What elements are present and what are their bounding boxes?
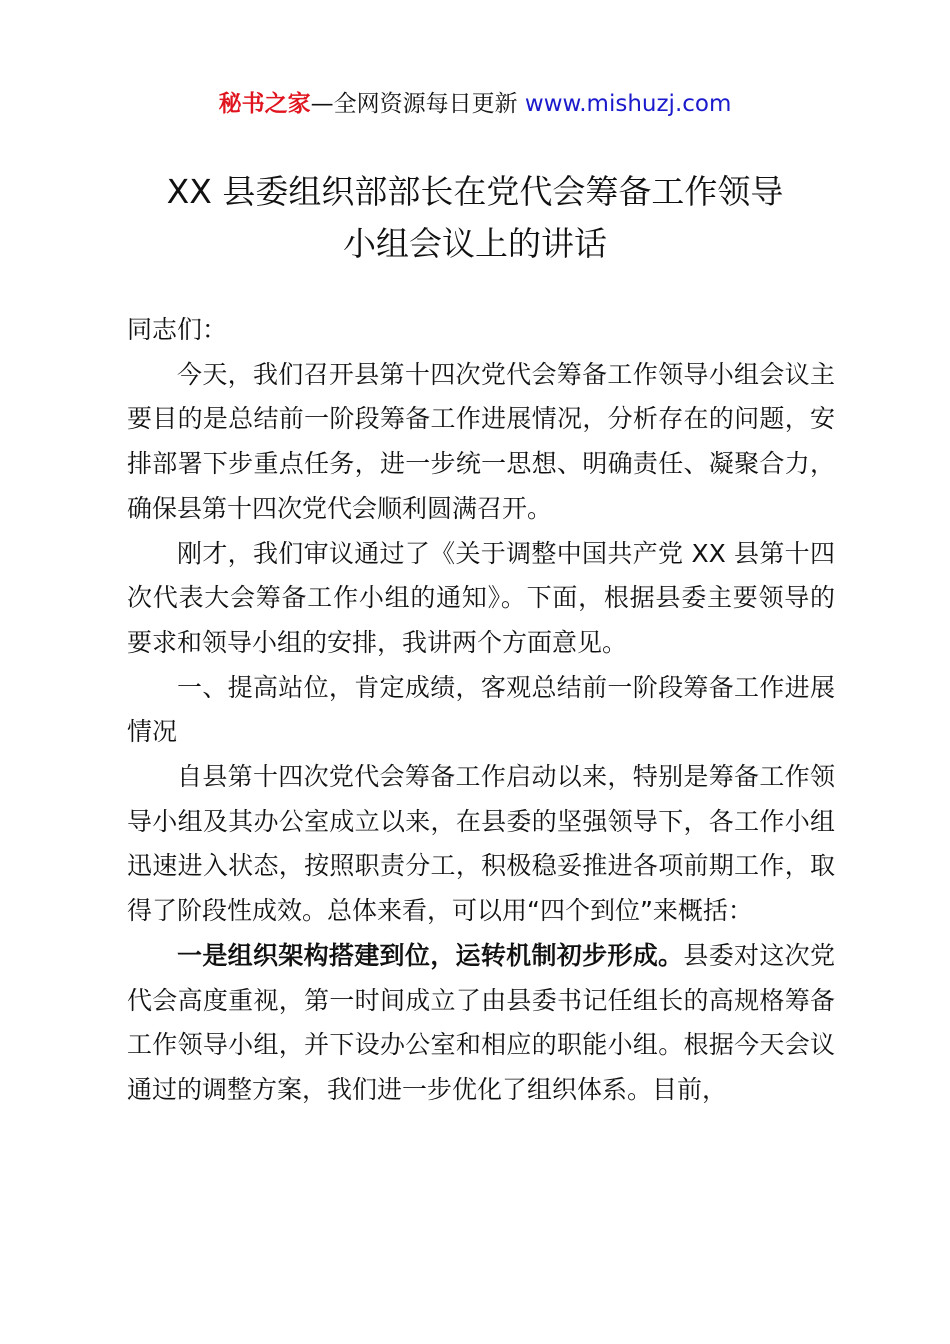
- site-banner: [0, 88, 950, 120]
- title-line-2: 小组会议上的讲话: [343, 224, 607, 263]
- point-1-lead: 一是组织架构搭建到位，运转机制初步形成。: [177, 940, 684, 970]
- salutation: 同志们：: [127, 315, 228, 344]
- site-url-link[interactable]: www.mishuzj.com: [524, 91, 732, 117]
- title-line-1: XX 县委组织部部长在党代会筹备工作领导: [166, 172, 784, 211]
- paragraph-progress: 自县第十四次党代会筹备工作启动以来，特别是筹备工作领导小组及其办公室成立以来，在县委的坚强领导下，各工作小组迅速进入状态，按照职责分工，积极稳妥推进各项前期工作，取得了阶段性成效。总体来看，可以用“四个到位”来概括：: [127, 762, 835, 926]
- paragraph-point-1: [127, 934, 835, 1113]
- paragraph-review: 刚才，我们审议通过了《关于调整中国共产党 XX 县第十四次代表大会筹备工作小组的通知》。下面，根据县委主要领导的要求和领导小组的安排，我讲两个方面意见。: [127, 538, 835, 657]
- section-heading-1: 一、提高站位，肯定成绩，客观总结前一阶段筹备工作进展情况: [127, 672, 835, 747]
- banner-slogan: —全网资源每日更新: [310, 91, 525, 117]
- document-body: [127, 308, 835, 1113]
- brand-name: 秘书之家: [218, 91, 311, 117]
- document-title: [100, 166, 850, 270]
- point-1-text: 县委对这次党代会高度重视，第一时间成立了由县委书记任组长的高规格筹备工作领导小组，并下设办公室和相应的职能小组。根据今天会议通过的调整方案，我们进一步优化了组织体系。目前，: [127, 940, 835, 1104]
- paragraph-intro: 今天，我们召开县第十四次党代会筹备工作领导小组会议主要目的是总结前一阶段筹备工作进展情况，分析存在的问题，安排部署下步重点任务，进一步统一思想、明确责任、凝聚合力，确保县第十四次党代会顺利圆满召开。: [127, 359, 835, 523]
